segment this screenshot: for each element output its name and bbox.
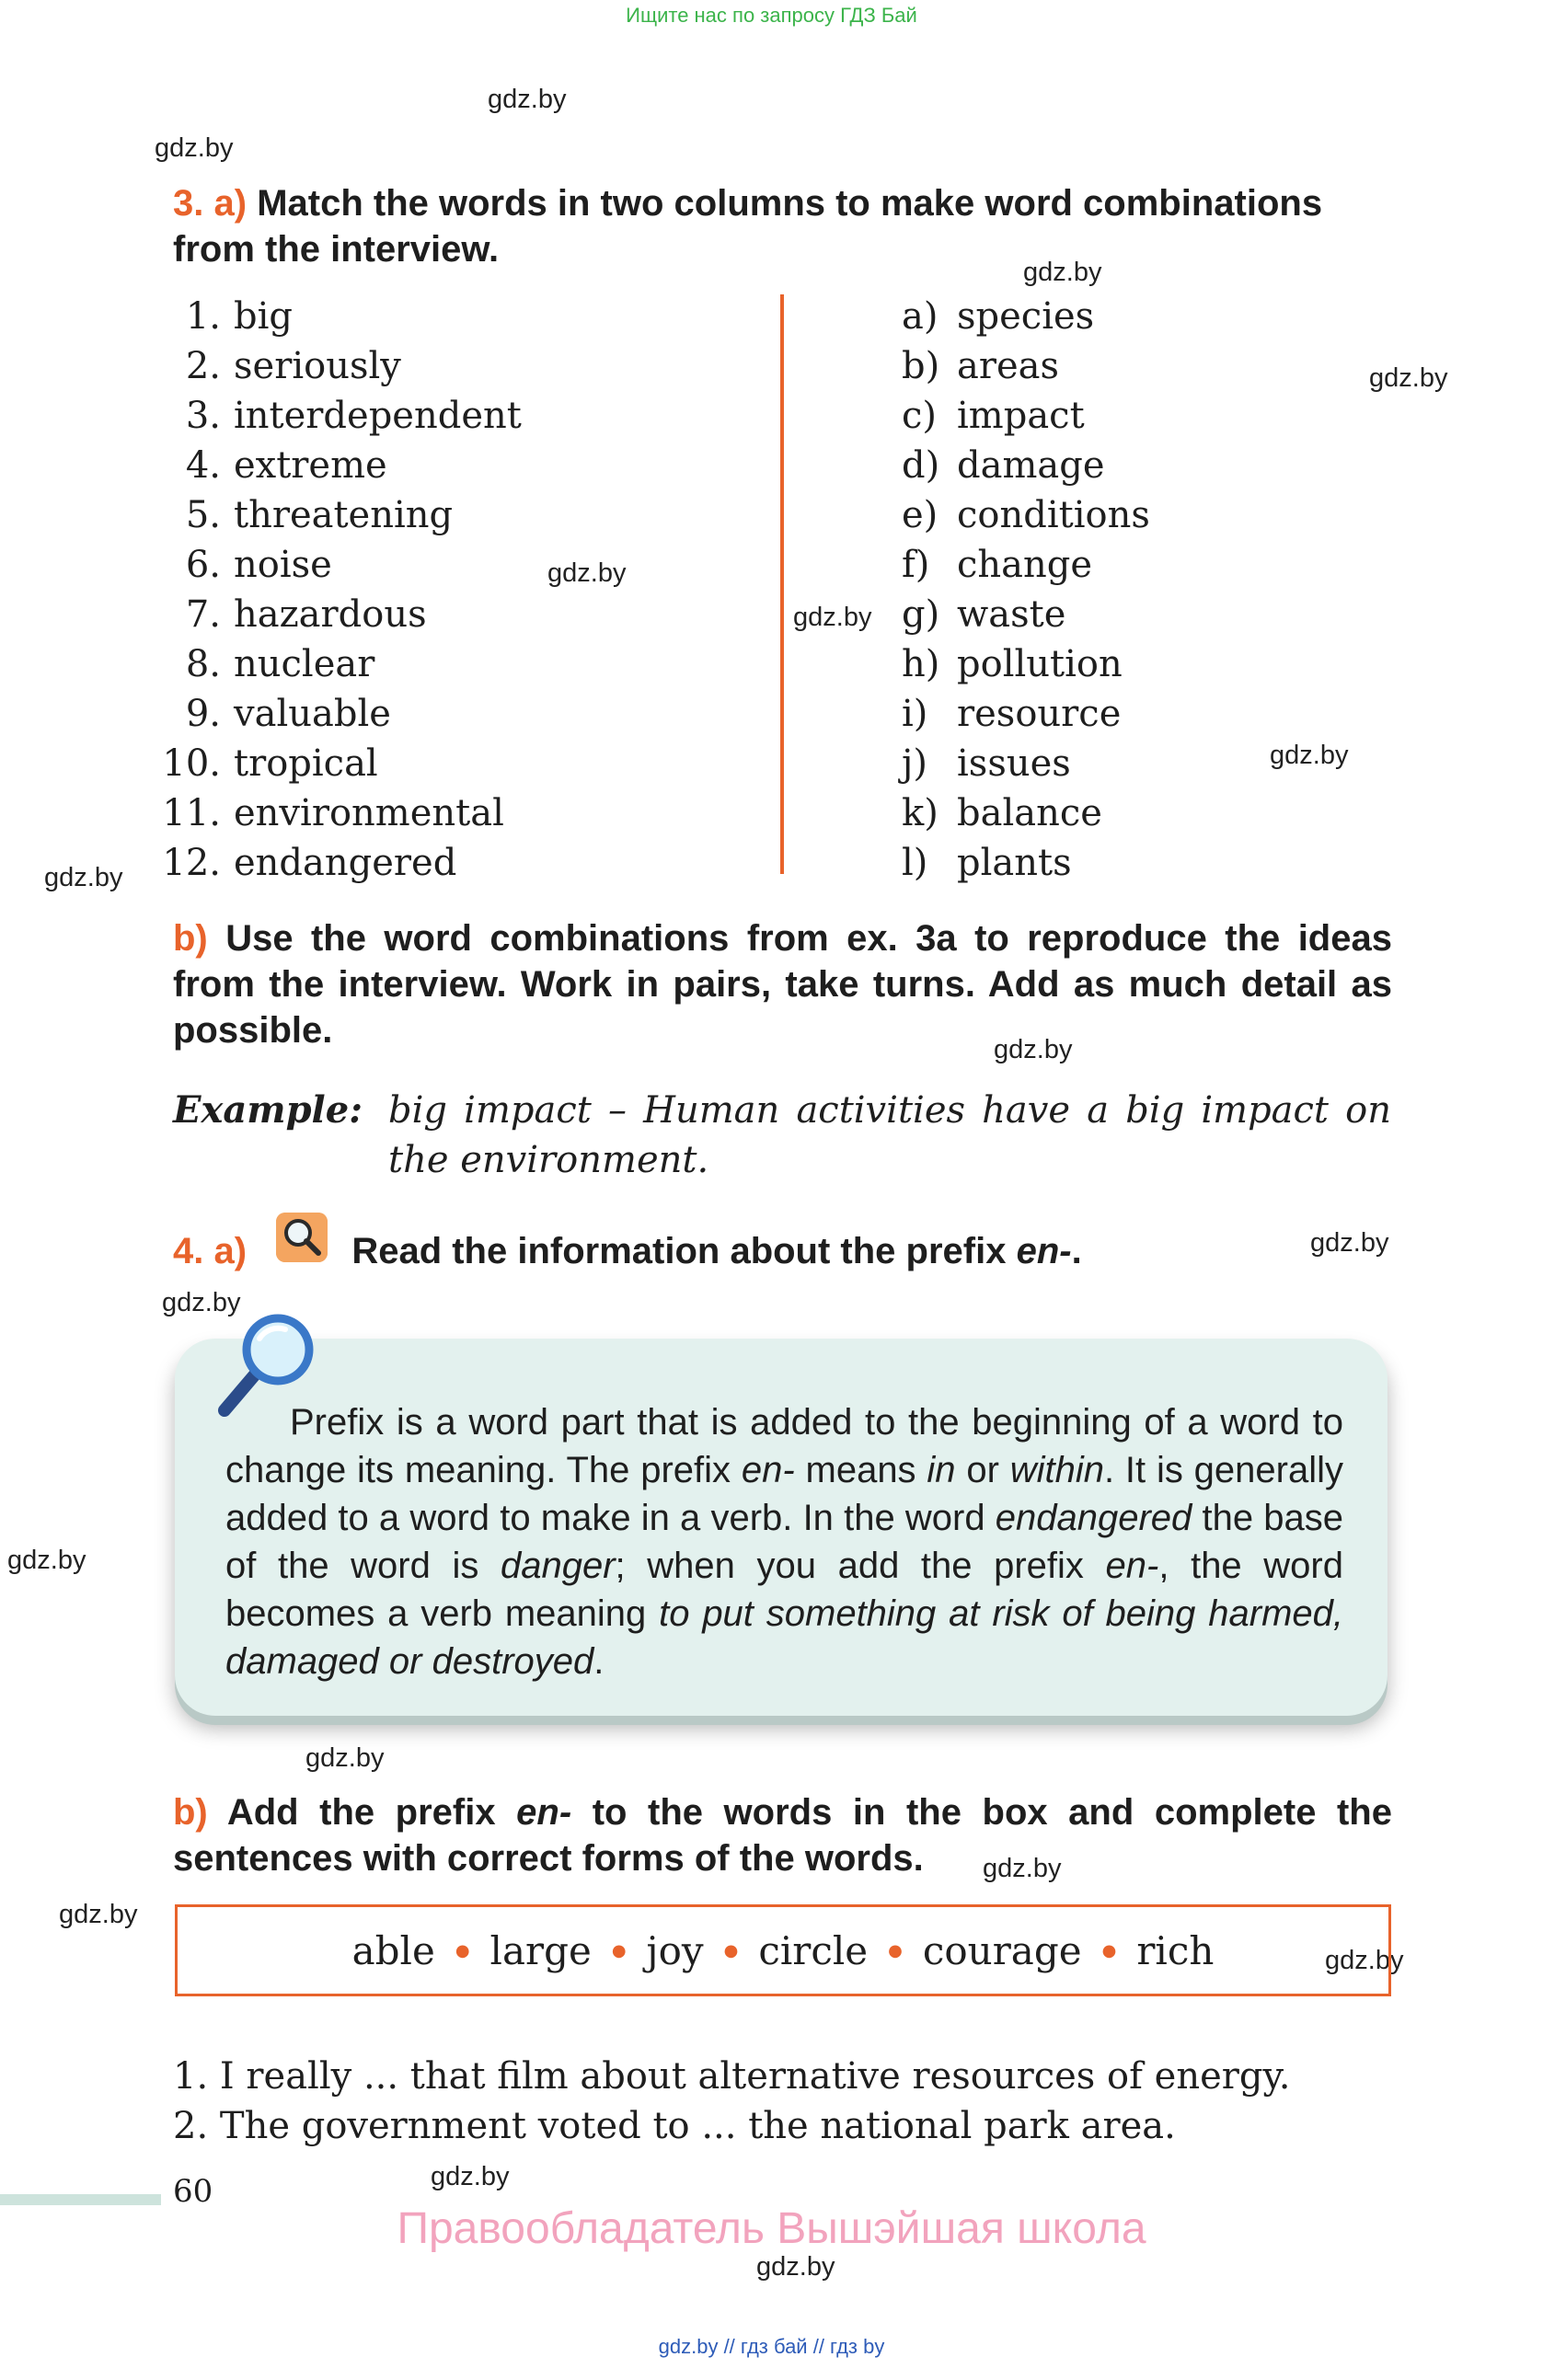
watermark: gdz.by <box>431 2162 510 2191</box>
column-divider <box>780 294 784 874</box>
info-text-part: the base of the word is <box>225 1498 1343 1586</box>
info-italic: within <box>1009 1450 1104 1490</box>
sentence-2 <box>173 2101 1176 2151</box>
watermark: gdz.by <box>983 1854 1062 1883</box>
item-word: environmental <box>234 792 504 834</box>
exercise-instruction: to the words in the box and complete the sentences with correct forms of the words. <box>173 1792 1392 1879</box>
watermark: gdz.by <box>1369 363 1448 393</box>
exercise-3a-heading <box>173 180 1392 272</box>
item-word: hazardous <box>234 593 427 636</box>
watermark: gdz.by <box>994 1035 1073 1064</box>
watermark: gdz.by <box>155 133 234 163</box>
bottom-links[interactable]: gdz.by // гдз бай // гдз by <box>658 2335 885 2358</box>
info-italic: endangered <box>995 1498 1192 1538</box>
sentence-1 <box>173 2052 1290 2101</box>
item-word: noise <box>234 544 332 586</box>
left-word-item <box>138 441 387 490</box>
item-letter: f) <box>902 544 930 586</box>
left-word-item <box>138 689 391 739</box>
example-label: Example: <box>173 1088 363 1132</box>
item-word: valuable <box>234 693 391 735</box>
box-word: rich <box>1136 1927 1215 1973</box>
item-word: areas <box>957 345 1060 387</box>
item-letter: l) <box>902 842 928 884</box>
watermark: gdz.by <box>1310 1228 1389 1258</box>
item-number: 10. <box>162 742 221 785</box>
item-number: 9. <box>185 693 221 735</box>
exercise-number: 3. <box>173 183 204 224</box>
item-number: 2. <box>185 345 221 387</box>
item-word: plants <box>957 842 1072 884</box>
watermark: gdz.by <box>1023 258 1102 287</box>
exercise-part: a) <box>213 1231 248 1271</box>
watermark: gdz.by <box>162 1288 241 1317</box>
info-italic: in <box>927 1450 956 1490</box>
left-word-item <box>138 739 378 788</box>
punctuation: . <box>1071 1231 1082 1271</box>
info-text-part: ; when you add the prefix <box>615 1546 1106 1586</box>
exercise-part: a) <box>213 183 248 224</box>
right-word-item <box>902 441 1105 490</box>
bullet-separator: ● <box>888 1940 903 1960</box>
info-text-part: , the word becomes a verb meaning <box>225 1546 1343 1634</box>
info-italic: danger <box>500 1546 616 1586</box>
publisher-watermark: Правообладатель Вышэйшая школа <box>397 2204 1146 2253</box>
info-text-part: . <box>593 1641 605 1682</box>
item-word: impact <box>957 395 1085 437</box>
left-word-item <box>138 590 427 639</box>
item-number: 7. <box>185 593 221 636</box>
prefix-highlight: en- <box>516 1792 572 1833</box>
item-word: endangered <box>234 842 457 884</box>
item-word: tropical <box>234 742 378 785</box>
prefix-highlight: en- <box>1016 1231 1072 1271</box>
item-word: issues <box>957 742 1071 785</box>
bullet-separator: ● <box>723 1940 739 1960</box>
watermark: gdz.by <box>305 1743 385 1773</box>
item-letter: h) <box>902 643 940 685</box>
item-word: threatening <box>234 494 454 536</box>
left-word-item <box>138 490 453 540</box>
right-word-item <box>902 341 1059 391</box>
item-word: balance <box>957 792 1102 834</box>
info-text-part: or <box>955 1450 1010 1490</box>
info-italic: en- <box>741 1450 795 1490</box>
word-box <box>175 1904 1391 1996</box>
box-word: able <box>351 1927 435 1973</box>
exercise-4b-heading <box>173 1789 1392 1881</box>
exercise-number: 4. <box>173 1231 204 1271</box>
item-number: 11. <box>162 792 221 834</box>
item-word: big <box>234 295 294 338</box>
exercise-part: b) <box>173 918 208 959</box>
item-word: resource <box>957 693 1122 735</box>
item-word: change <box>957 544 1093 586</box>
sentence-text: The government voted to ... the national park area. <box>219 2105 1176 2147</box>
exercise-instruction: Use the word combinations from ex. 3a to reproduce the ideas from the interview. Work in pairs, take turns. Add as much detail as possible. <box>173 918 1392 1051</box>
left-word-item <box>138 639 374 689</box>
info-text-part: . It is generally added to a word to make in a verb. In the word <box>225 1450 1343 1538</box>
item-number: 1. <box>185 295 221 338</box>
exercise-part: b) <box>173 1792 208 1833</box>
info-italic: en- <box>1105 1546 1159 1586</box>
watermark: gdz.by <box>547 558 627 588</box>
item-letter: j) <box>902 742 928 785</box>
left-word-item <box>138 540 332 590</box>
item-word: nuclear <box>234 643 375 685</box>
box-word: circle <box>758 1927 869 1973</box>
exercise-4a-heading <box>173 1228 1392 1274</box>
bullet-separator: ● <box>1101 1940 1117 1960</box>
info-text-part: Prefix is a word part that is added to the beginning of a word to change its meaning. The prefix <box>225 1402 1343 1490</box>
item-word: waste <box>957 593 1066 636</box>
item-letter: a) <box>902 295 938 338</box>
right-word-item <box>902 590 1065 639</box>
left-word-item <box>138 788 504 838</box>
item-word: damage <box>957 444 1105 487</box>
watermark: gdz.by <box>7 1546 86 1575</box>
exercise-3b-heading <box>173 915 1392 1053</box>
item-number: 6. <box>185 544 221 586</box>
right-word-item <box>902 739 1071 788</box>
left-word-item <box>138 292 293 341</box>
box-word: large <box>489 1927 592 1973</box>
right-word-item <box>902 540 1092 590</box>
right-word-item <box>902 639 1123 689</box>
info-text-part: means <box>794 1450 927 1490</box>
item-word: interdependent <box>234 395 522 437</box>
item-number: 4. <box>185 444 221 487</box>
item-letter: g) <box>902 593 940 636</box>
item-number: 12. <box>162 842 221 884</box>
right-word-item <box>902 838 1072 888</box>
info-italic: to put something at risk of being harmed, damaged or destroyed <box>225 1593 1343 1682</box>
box-word: courage <box>922 1927 1082 1973</box>
item-letter: i) <box>902 693 928 735</box>
watermark: gdz.by <box>793 603 872 632</box>
right-word-item <box>902 391 1085 441</box>
item-letter: k) <box>902 792 938 834</box>
item-letter: e) <box>902 494 938 536</box>
right-word-item <box>902 788 1102 838</box>
item-word: pollution <box>957 643 1123 685</box>
left-word-item <box>138 838 456 888</box>
exercise-instruction: Add the prefix <box>226 1792 517 1833</box>
item-letter: d) <box>902 444 940 487</box>
bullet-separator: ● <box>455 1940 470 1960</box>
watermark: gdz.by <box>756 2252 835 2282</box>
top-search-note: Ищите нас по запросу ГДЗ Бай <box>626 4 917 27</box>
item-letter: c) <box>902 395 938 437</box>
item-word: species <box>957 295 1095 338</box>
watermark: gdz.by <box>488 85 567 114</box>
item-word: extreme <box>234 444 387 487</box>
right-word-item <box>902 689 1121 739</box>
sentence-number: 1. <box>173 2055 209 2098</box>
sentence-number: 2. <box>173 2105 209 2147</box>
left-word-item <box>138 341 401 391</box>
left-word-item <box>138 391 522 441</box>
watermark: gdz.by <box>59 1900 138 1929</box>
sentence-text: I really ... that film about alternative resources of energy. <box>219 2055 1291 2098</box>
page-number: 60 <box>173 2173 213 2210</box>
item-number: 3. <box>185 395 221 437</box>
right-word-item <box>902 292 1094 341</box>
exercise-instruction: Read the information about the prefix <box>351 1231 1017 1271</box>
watermark: gdz.by <box>44 863 123 892</box>
watermark: gdz.by <box>1325 1946 1404 1975</box>
example-text: big impact – Human activities have a big impact on the environment. <box>388 1089 1391 1181</box>
item-number: 8. <box>185 643 221 685</box>
item-word: seriously <box>234 345 401 387</box>
item-letter: b) <box>902 345 940 387</box>
right-word-item <box>902 490 1150 540</box>
watermark: gdz.by <box>1270 741 1349 770</box>
item-word: conditions <box>957 494 1150 536</box>
box-word: joy <box>646 1927 704 1973</box>
exercise-instruction: Match the words in two columns to make word combinations from the interview. <box>173 183 1323 270</box>
item-number: 5. <box>185 494 221 536</box>
prefix-info-text <box>225 1398 1343 1685</box>
magnifier-icon <box>276 1213 328 1262</box>
bullet-separator: ● <box>611 1940 627 1960</box>
